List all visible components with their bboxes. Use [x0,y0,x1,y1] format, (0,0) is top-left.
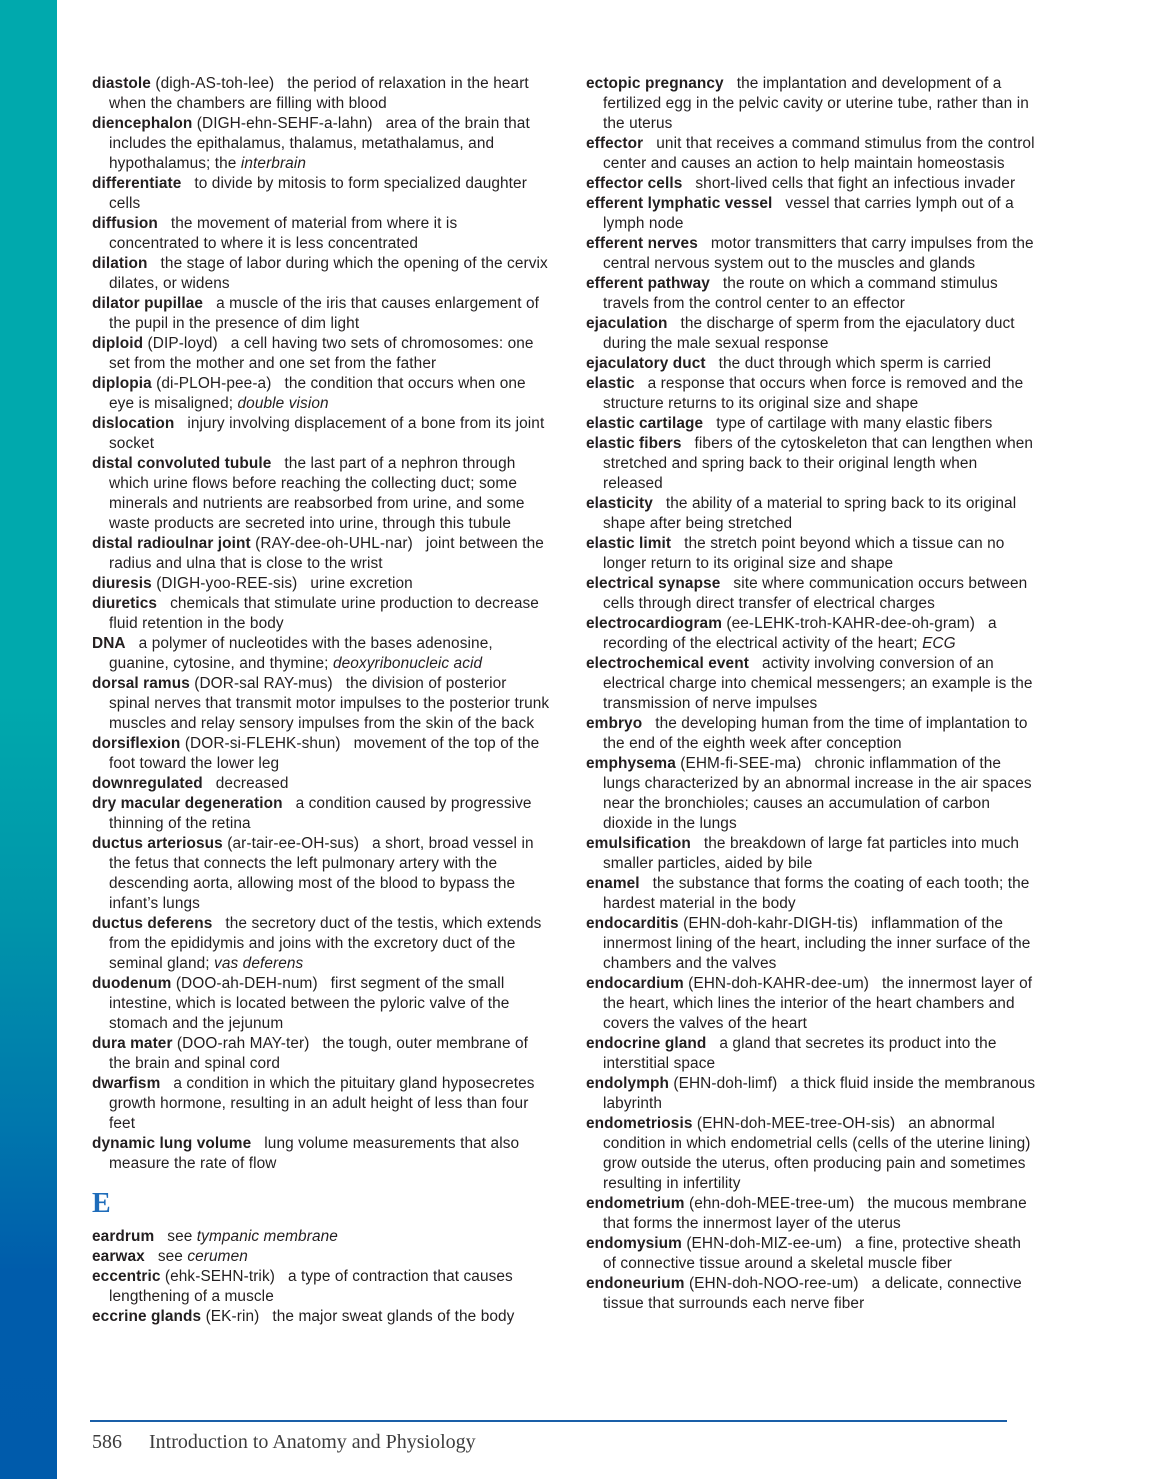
pronunciation: (EHN-doh-MIZ-ee-um) [681,1235,843,1252]
pronunciation: (ar-tair-ee-OH-sus) [222,835,360,852]
pronunciation: (ehn-doh-MEE-tree-um) [684,1195,855,1212]
entries-e-container [92,1227,550,1327]
glossary-term: endocardium [586,975,684,992]
definition-segment: inflammation of the innermost lining of the heart, including the inner surface of the chambers and the valves [603,915,1031,972]
glossary-term: dorsiflexion [92,735,181,752]
definition [603,375,1023,412]
glossary-term: effector [586,135,644,152]
definition-segment: first segment of the small intestine, which is located between the pyloric valve of the stomach and the jejunum [109,975,510,1032]
glossary-term: eccrine glands [92,1308,202,1325]
glossary-entry [586,354,1038,374]
definition-segment: a recording of the electrical activity of the heart; [603,615,997,652]
pronunciation: (DOO-ah-DEH-num) [171,975,318,992]
definition-segment: the secretory duct of the testis, which extends from the epididymis and joins with the excretory duct of the seminal gland; [109,915,542,972]
glossary-entry [586,1234,1038,1274]
glossary-term: endoneurium [586,1275,685,1292]
left-column [92,74,550,1327]
definition-segment: decreased [215,775,289,792]
definition-segment: a muscle of the iris that causes enlargement of the pupil in the presence of dim light [109,295,539,332]
glossary-term: diffusion [92,215,158,232]
definition-segment: a type of contraction that causes lengthening of a muscle [109,1268,513,1305]
glossary-term: efferent lymphatic vessel [586,195,773,212]
glossary-entry [92,794,550,834]
right-column [586,74,1038,1314]
glossary-entry [586,1034,1038,1074]
definition-italic-segment: vas deferens [214,955,304,972]
glossary-term: endocarditis [586,915,679,932]
glossary-term: dilator pupillae [92,295,204,312]
definition-italic-segment: cerumen [187,1248,248,1265]
glossary-entry [586,134,1038,174]
definition-segment: a short, broad vessel in the fetus that connects the left pulmonary artery with the descending aorta, allowing most of the blood to bypass the infant’s lungs [109,835,534,912]
glossary-entry [586,654,1038,714]
glossary-term: diastole [92,75,151,92]
definition-segment: a polymer of nucleotides with the bases adenosine, guanine, cytosine, and thymine; [109,635,493,672]
glossary-entry [92,974,550,1034]
definition [109,1075,535,1132]
glossary-term: ductus arteriosus [92,835,223,852]
glossary-entry [92,374,550,414]
definition-italic-segment: ECG [922,635,956,652]
accent-gradient-bar [0,0,57,1479]
definition-segment: a thick fluid inside the membranous labyrinth [603,1075,1036,1112]
definition-segment: see [167,1228,197,1245]
glossary-term: endometriosis [586,1115,693,1132]
definition-segment: a condition caused by progressive thinning of the retina [109,795,532,832]
definition-segment: unit that receives a command stimulus from the control center and causes an action to help maintain homeostasis [603,135,1035,172]
pronunciation: (DOR-si-FLEHK-shun) [180,735,341,752]
glossary-term: ejaculatory duct [586,355,706,372]
glossary-entry [92,774,550,794]
glossary-term: dynamic lung volume [92,1135,252,1152]
glossary-entry [586,914,1038,974]
glossary-term: elastic [586,375,635,392]
glossary-term: ectopic pregnancy [586,75,724,92]
glossary-entry [92,574,550,594]
glossary-entry [92,74,550,114]
definition-segment: the duct through which sperm is carried [718,355,992,372]
glossary-entry [586,414,1038,434]
definition-segment: the condition that occurs when one eye is misaligned; [109,375,526,412]
page-footer [92,1431,476,1454]
entries-d-container [92,74,550,1174]
glossary-term: elastic fibers [586,435,682,452]
definition-segment: the breakdown of large fat particles into much smaller particles, aided by bile [603,835,1020,872]
definition [603,135,1035,172]
glossary-term: electrocardiogram [586,615,722,632]
glossary-term: downregulated [92,775,203,792]
definition-segment: injury involving displacement of a bone from its joint socket [109,415,545,452]
glossary-term: embryo [586,715,643,732]
definition-italic-segment: double vision [237,395,329,412]
glossary-entry [92,1307,550,1327]
glossary-entry [92,414,550,454]
glossary-term: dwarfism [92,1075,161,1092]
definition [109,255,548,292]
glossary-entry [586,1194,1038,1234]
glossary-entry [92,834,550,914]
definition-segment: motor transmitters that carry impulses from the central nervous system out to the muscles and glands [603,235,1034,272]
glossary-term: dislocation [92,415,175,432]
glossary-entry [92,254,550,294]
definition-segment: a response that occurs when force is removed and the structure returns to its original size and shape [603,375,1024,412]
definition-segment: the discharge of sperm from the ejaculatory duct during the male sexual response [603,315,1015,352]
glossary-term: elasticity [586,495,653,512]
section-heading-e: E [92,1188,111,1219]
glossary-entry [92,1034,550,1074]
glossary-term: enamel [586,875,640,892]
pronunciation: (RAY-dee-oh-UHL-nar) [250,535,413,552]
glossary-term: efferent nerves [586,235,698,252]
definition-segment: the ability of a material to spring back to its original shape after being stretched [603,495,1017,532]
glossary-entry [92,454,550,534]
definition-segment: the division of posterior spinal nerves that transmit motor impulses to the posterior trunk muscles and relay sensory impulses from the skin of the back [109,675,550,732]
glossary-entry [586,1114,1038,1194]
definition-segment: the mucous membrane that forms the innermost layer of the uterus [603,1195,1027,1232]
definition-segment: type of cartilage with many elastic fibers [716,415,993,432]
glossary-term: diuresis [92,575,152,592]
definition-segment: the major sweat glands of the body [272,1308,515,1325]
pronunciation: (DIP-loyd) [143,335,218,352]
glossary-term: ejaculation [586,315,668,332]
glossary-entry [92,914,550,974]
glossary-entry [586,834,1038,874]
definition-segment: fibers of the cytoskeleton that can lengthen when stretched and spring back to their original length when released [603,435,1034,492]
definition [272,1308,514,1325]
glossary-term: diuretics [92,595,158,612]
footer-rule [90,1420,1007,1422]
definition [109,595,539,632]
definition [603,715,1028,752]
glossary-term: distal convoluted tubule [92,455,272,472]
glossary-entry [586,534,1038,574]
glossary-entry [92,674,550,734]
glossary-entry [586,574,1038,614]
glossary-entry [586,1274,1038,1314]
definition-segment: the implantation and development of a fertilized egg in the pelvic cavity or uterine tube, rather than in the uterus [603,75,1029,132]
definition-segment: a delicate, connective tissue that surrounds each nerve fiber [603,1275,1022,1312]
glossary-term: diplopia [92,375,152,392]
definition-segment: the substance that forms the coating of each tooth; the hardest material in the body [603,875,1030,912]
glossary-entry [92,114,550,174]
pronunciation: (ehk-SEHN-trik) [160,1268,275,1285]
definition-segment: a cell having two sets of chromosomes: one set from the mother and one set from the father [109,335,534,372]
glossary-term: dry macular degeneration [92,795,283,812]
definition [603,875,1029,912]
glossary-term: effector cells [586,175,683,192]
glossary-term: eardrum [92,1228,155,1245]
definition-segment: urine excretion [310,575,413,592]
pronunciation: (ee-LEHK-troh-KAHR-dee-oh-gram) [722,615,975,632]
pronunciation: (DOR-sal RAY-mus) [189,675,333,692]
definition-segment: the stretch point beyond which a tissue can no longer return to its original size and shape [603,535,1005,572]
definition-segment: activity involving conversion of an electrical charge into chemical messengers; an example is the transmission of nerve impulses [603,655,1033,712]
glossary-entry [92,1134,550,1174]
glossary-entry [92,174,550,214]
definition-segment: the stage of labor during which the opening of the cervix dilates, or widens [109,255,548,292]
definition-segment: the period of relaxation in the heart when the chambers are filling with blood [109,75,529,112]
glossary-entry [586,1074,1038,1114]
definition-segment: chronic inflammation of the lungs characterized by an abnormal increase in the air spaces near the bronchioles; causes an accumulation of carbon dioxide in the lungs [603,755,1032,832]
definition [695,175,1015,192]
glossary-entry [586,754,1038,834]
definition-segment: the route on which a command stimulus travels from the control center to an effector [603,275,998,312]
pronunciation: (DIGH-yoo-REE-sis) [151,575,298,592]
glossary-entry [92,214,550,254]
definition [603,495,1016,532]
glossary-term: emphysema [586,755,676,772]
glossary-term: earwax [92,1248,145,1265]
definition-segment: an abnormal condition in which endometrial cells (cells of the uterine lining) grow outside the uterus, often producing pain and sometimes resulting in infertility [603,1115,1031,1192]
pronunciation: (EHN-doh-kahr-DIGH-tis) [678,915,859,932]
definition-italic-segment: tympanic membrane [196,1228,338,1245]
definition-segment: a fine, protective sheath of connective tissue around a skeletal muscle fiber [603,1235,1022,1272]
page-number: 586 [92,1431,122,1453]
glossary-term: duodenum [92,975,172,992]
pronunciation: (DIGH-ehn-SEHF-a-lahn) [192,115,373,132]
definition [109,635,493,672]
definition-segment: the last part of a nephron through which urine flows before reaching the collecting duct; some minerals and nutrients are reabsorbed from urine, and some waste products are secreted into urine, through this tubule [109,455,525,532]
glossary-term: eccentric [92,1268,161,1285]
glossary-term: diencephalon [92,115,193,132]
definition-segment: vessel that carries lymph out of a lymph node [603,195,1014,232]
book-title: Introduction to Anatomy and Physiology [149,1431,476,1453]
glossary-term: DNA [92,635,126,652]
definition [167,1228,338,1245]
definition [310,575,412,592]
pronunciation: (EHN-doh-NOO-ree-um) [684,1275,859,1292]
definition-segment: movement of the top of the foot toward the lower leg [109,735,540,772]
definition-segment: a condition in which the pituitary gland hyposecretes growth hormone, resulting in an adult height of less than four feet [109,1075,535,1132]
glossary-term: diploid [92,335,144,352]
pronunciation: (DOO-rah MAY-ter) [172,1035,310,1052]
glossary-entry [92,1267,550,1307]
glossary-term: dilation [92,255,148,272]
glossary-term: endocrine gland [586,1035,707,1052]
definition [158,1248,248,1265]
glossary-term: ductus deferens [92,915,213,932]
glossary-term: distal radioulnar joint [92,535,251,552]
entries-right-container [586,74,1038,1314]
pronunciation: (di-PLOH-pee-a) [151,375,272,392]
definition-segment: chemicals that stimulate urine production to decrease fluid retention in the body [109,595,539,632]
glossary-entry [586,434,1038,494]
pronunciation: (EHN-doh-limf) [669,1075,778,1092]
glossary-entry [92,1227,550,1247]
glossary-term: emulsification [586,835,691,852]
glossary-entry [586,714,1038,754]
definition-segment: a gland that secretes its product into the interstitial space [603,1035,997,1072]
pronunciation: (EHN-doh-KAHR-dee-um) [683,975,869,992]
glossary-entry [586,174,1038,194]
glossary-entry [586,494,1038,534]
definition [109,215,457,252]
definition-segment: the tough, outer membrane of the brain and spinal cord [109,1035,529,1072]
pronunciation: (EK-rin) [201,1308,260,1325]
glossary-entry [92,1074,550,1134]
glossary-entry [586,314,1038,354]
glossary-entry [92,334,550,374]
definition [719,355,992,372]
definition-segment: the developing human from the time of implantation to the end of the eighth week after conception [603,715,1028,752]
glossary-entry [586,614,1038,654]
definition-segment: see [157,1248,188,1265]
glossary-term: dura mater [92,1035,173,1052]
glossary-entry [92,734,550,774]
glossary-term: endometrium [586,1195,685,1212]
glossary-term: efferent pathway [586,275,710,292]
pronunciation: (EHN-doh-MEE-tree-OH-sis) [692,1115,896,1132]
glossary-term: elastic limit [586,535,672,552]
pronunciation: (EHM-fi-SEE-ma) [675,755,802,772]
glossary-entry [92,594,550,634]
glossary-entry [586,194,1038,234]
glossary-entry [586,74,1038,134]
definition-segment: joint between the radius and ulna that is close to the wrist [109,535,544,572]
definition-italic-segment: deoxyribonucleic acid [332,655,483,672]
glossary-entry [586,374,1038,414]
glossary-entry [92,534,550,574]
definition-segment: the innermost layer of the heart, which lines the interior of the heart chambers and covers the valves of the heart [603,975,1033,1032]
glossary-term: electrical synapse [586,575,721,592]
glossary-entry [92,634,550,674]
definition-segment: site where communication occurs between cells through direct transfer of electrical charges [603,575,1028,612]
definition-italic-segment: interbrain [240,155,307,172]
definition-segment: area of the brain that includes the epithalamus, thalamus, metathalamus, and hypothalamus; the [109,115,530,172]
definition-segment: to divide by mitosis to form specialized daughter cells [109,175,527,212]
definition [716,415,992,432]
glossary-entry [586,874,1038,914]
glossary-term: endomysium [586,1235,682,1252]
glossary-term: differentiate [92,175,182,192]
definition-segment: the movement of material from where it is concentrated to where it is less concentrated [109,215,458,252]
glossary-entry [92,294,550,334]
glossary-term: endolymph [586,1075,669,1092]
glossary-term: electrochemical event [586,655,749,672]
definition-segment: lung volume measurements that also measure the rate of flow [109,1135,520,1172]
glossary-entry [586,974,1038,1034]
glossary-term: elastic cartilage [586,415,704,432]
glossary-entry [92,1247,550,1267]
glossary-term: dorsal ramus [92,675,190,692]
definition [216,775,289,792]
definition-segment: short-lived cells that fight an infectious invader [695,175,1016,192]
glossary-entry [586,274,1038,314]
pronunciation: (digh-AS-toh-lee) [150,75,275,92]
glossary-entry [586,234,1038,274]
